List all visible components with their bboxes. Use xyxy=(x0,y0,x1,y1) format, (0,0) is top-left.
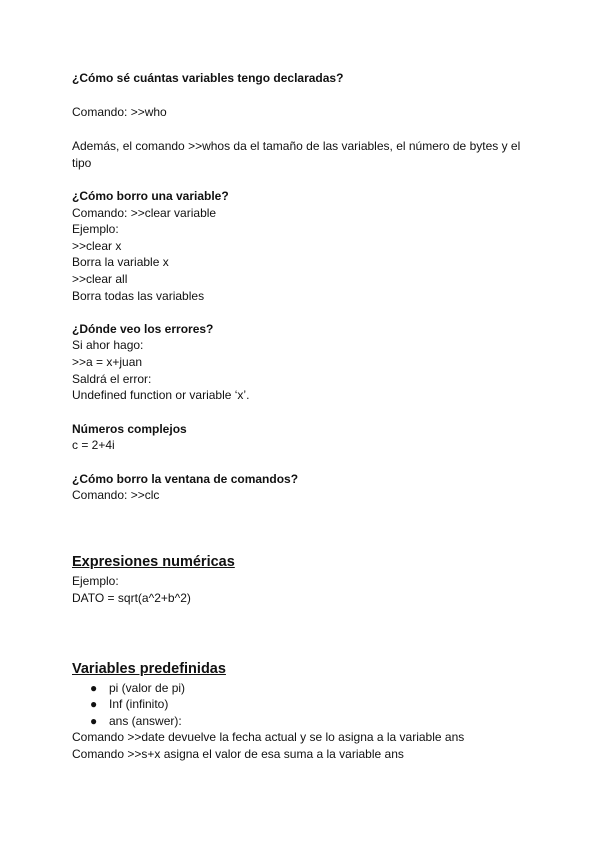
heading-errores: ¿Dónde veo los errores? xyxy=(72,322,214,336)
heading-predefinidas: Variables predefinidas xyxy=(72,661,226,677)
text-line: Comando: >>clc xyxy=(72,488,160,502)
text-line: tipo xyxy=(72,156,92,170)
text-line: Ejemplo: xyxy=(72,222,119,236)
heading-variables-count: ¿Cómo sé cuántas variables tengo declaradas? xyxy=(72,71,344,85)
text-line: Si ahor hago: xyxy=(72,338,144,352)
list-item: ans (answer): xyxy=(109,714,182,728)
list-item: Inf (infinito) xyxy=(109,697,169,711)
heading-ventana: ¿Cómo borro la ventana de comandos? xyxy=(72,472,299,486)
bullet-icon: ● xyxy=(90,681,98,695)
heading-borrar-variable: ¿Cómo borro una variable? xyxy=(72,189,229,203)
text-line: Comando >>date devuelve la fecha actual y se lo asigna a la variable ans xyxy=(72,730,465,744)
text-line: DATO = sqrt(a^2+b^2) xyxy=(72,591,191,605)
heading-complejos: Números complejos xyxy=(72,422,187,436)
text-line: Comando >>s+x asigna el valor de esa suma a la variable ans xyxy=(72,747,404,761)
text-line: >>clear all xyxy=(72,272,128,286)
bullet-icon: ● xyxy=(90,714,98,728)
text-line: Comando: >>who xyxy=(72,105,167,119)
text-line: Borra la variable x xyxy=(72,255,169,269)
text-line: Borra todas las variables xyxy=(72,289,205,303)
text-line: Undefined function or variable ‘x’. xyxy=(72,388,250,402)
text-line: Además, el comando >>whos da el tamaño de las variables, el número de bytes y el xyxy=(72,139,521,153)
heading-expresiones: Expresiones numéricas xyxy=(72,554,235,570)
text-line: Saldrá el error: xyxy=(72,372,152,386)
text-line: c = 2+4i xyxy=(72,438,115,452)
list-item: pi (valor de pi) xyxy=(109,681,186,695)
text-line: Ejemplo: xyxy=(72,574,119,588)
text-line: >>clear x xyxy=(72,239,122,253)
text-line: >>a = x+juan xyxy=(72,355,143,369)
text-line: Comando: >>clear variable xyxy=(72,206,217,220)
bullet-icon: ● xyxy=(90,697,98,711)
